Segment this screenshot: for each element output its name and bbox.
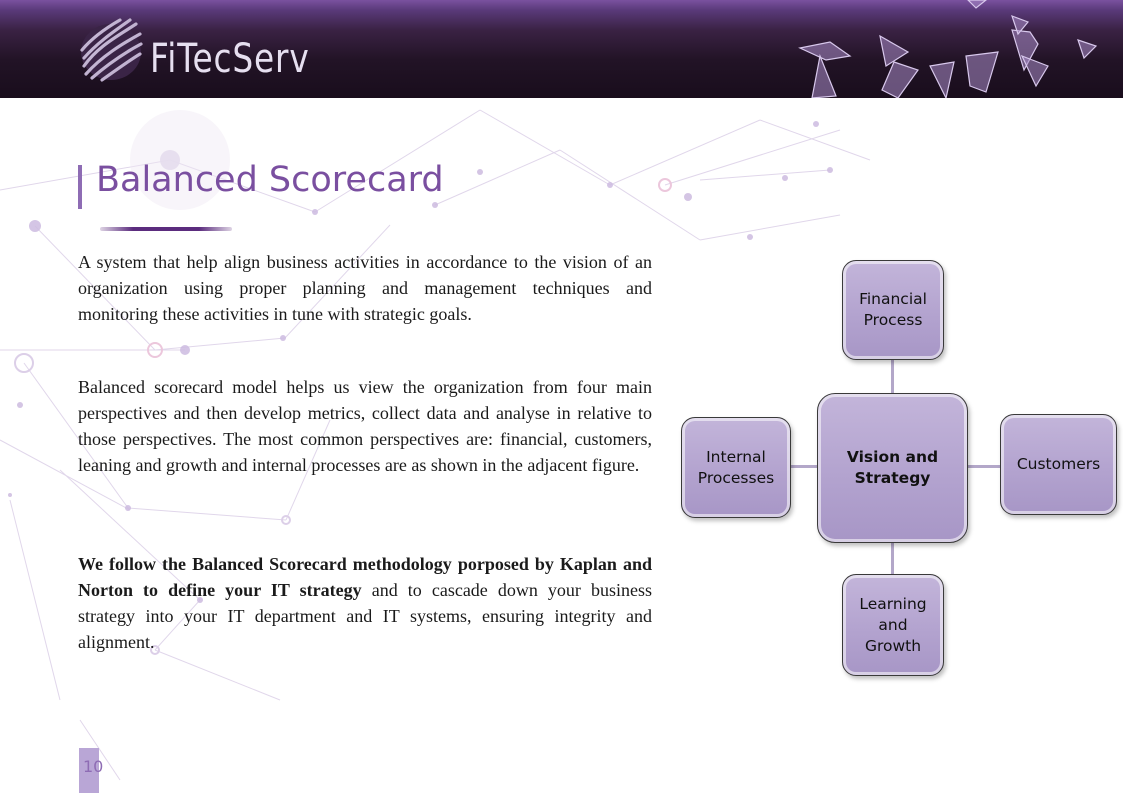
- title-accent-bar: [78, 165, 82, 209]
- title-underline: [100, 227, 232, 231]
- methodology-rest: and to cascade down your business strategy into your IT department and IT systems, ensuring integrity and alignment.: [78, 580, 652, 652]
- connector-right: [966, 465, 1002, 468]
- methodology-paragraph: [78, 551, 652, 655]
- connector-top: [891, 359, 894, 395]
- node-learning-growth: Learning and Growth: [842, 574, 944, 676]
- node-vision-strategy: Vision and Strategy: [817, 393, 968, 543]
- node-customers: Customers: [1000, 414, 1117, 515]
- perspectives-paragraph: Balanced scorecard model helps us view the organization from four main perspectives and then develop metrics, collect data and analyse in relative to those perspectives. The most common perspectives are: financial, customers, leaning and growth and internal processes are as shown in the adjacent figure.: [78, 377, 652, 475]
- methodology-lead: We follow the Balanced Scorecard methodology porposed by Kaplan and Norton to define your IT strategy: [78, 554, 652, 600]
- balanced-scorecard-diagram: [678, 258, 1120, 678]
- connector-bottom: [891, 543, 894, 576]
- node-financial-process: Financial Process: [842, 260, 944, 360]
- page-number: 10: [83, 757, 104, 776]
- node-internal-processes: Internal Processes: [681, 417, 791, 518]
- connector-left: [789, 465, 819, 468]
- intro-paragraph: A system that help align business activities in accordance to the vision of an organization using proper planning and management techniques and monitoring these activities in tune with strategic goals.: [78, 252, 652, 324]
- page-title: Balanced Scorecard: [96, 160, 444, 200]
- brand-logotype: FiTecServ: [150, 36, 310, 82]
- origami-shards-decoration: [790, 0, 1123, 98]
- striped-globe-icon: [78, 16, 144, 82]
- header-banner: [0, 0, 1123, 98]
